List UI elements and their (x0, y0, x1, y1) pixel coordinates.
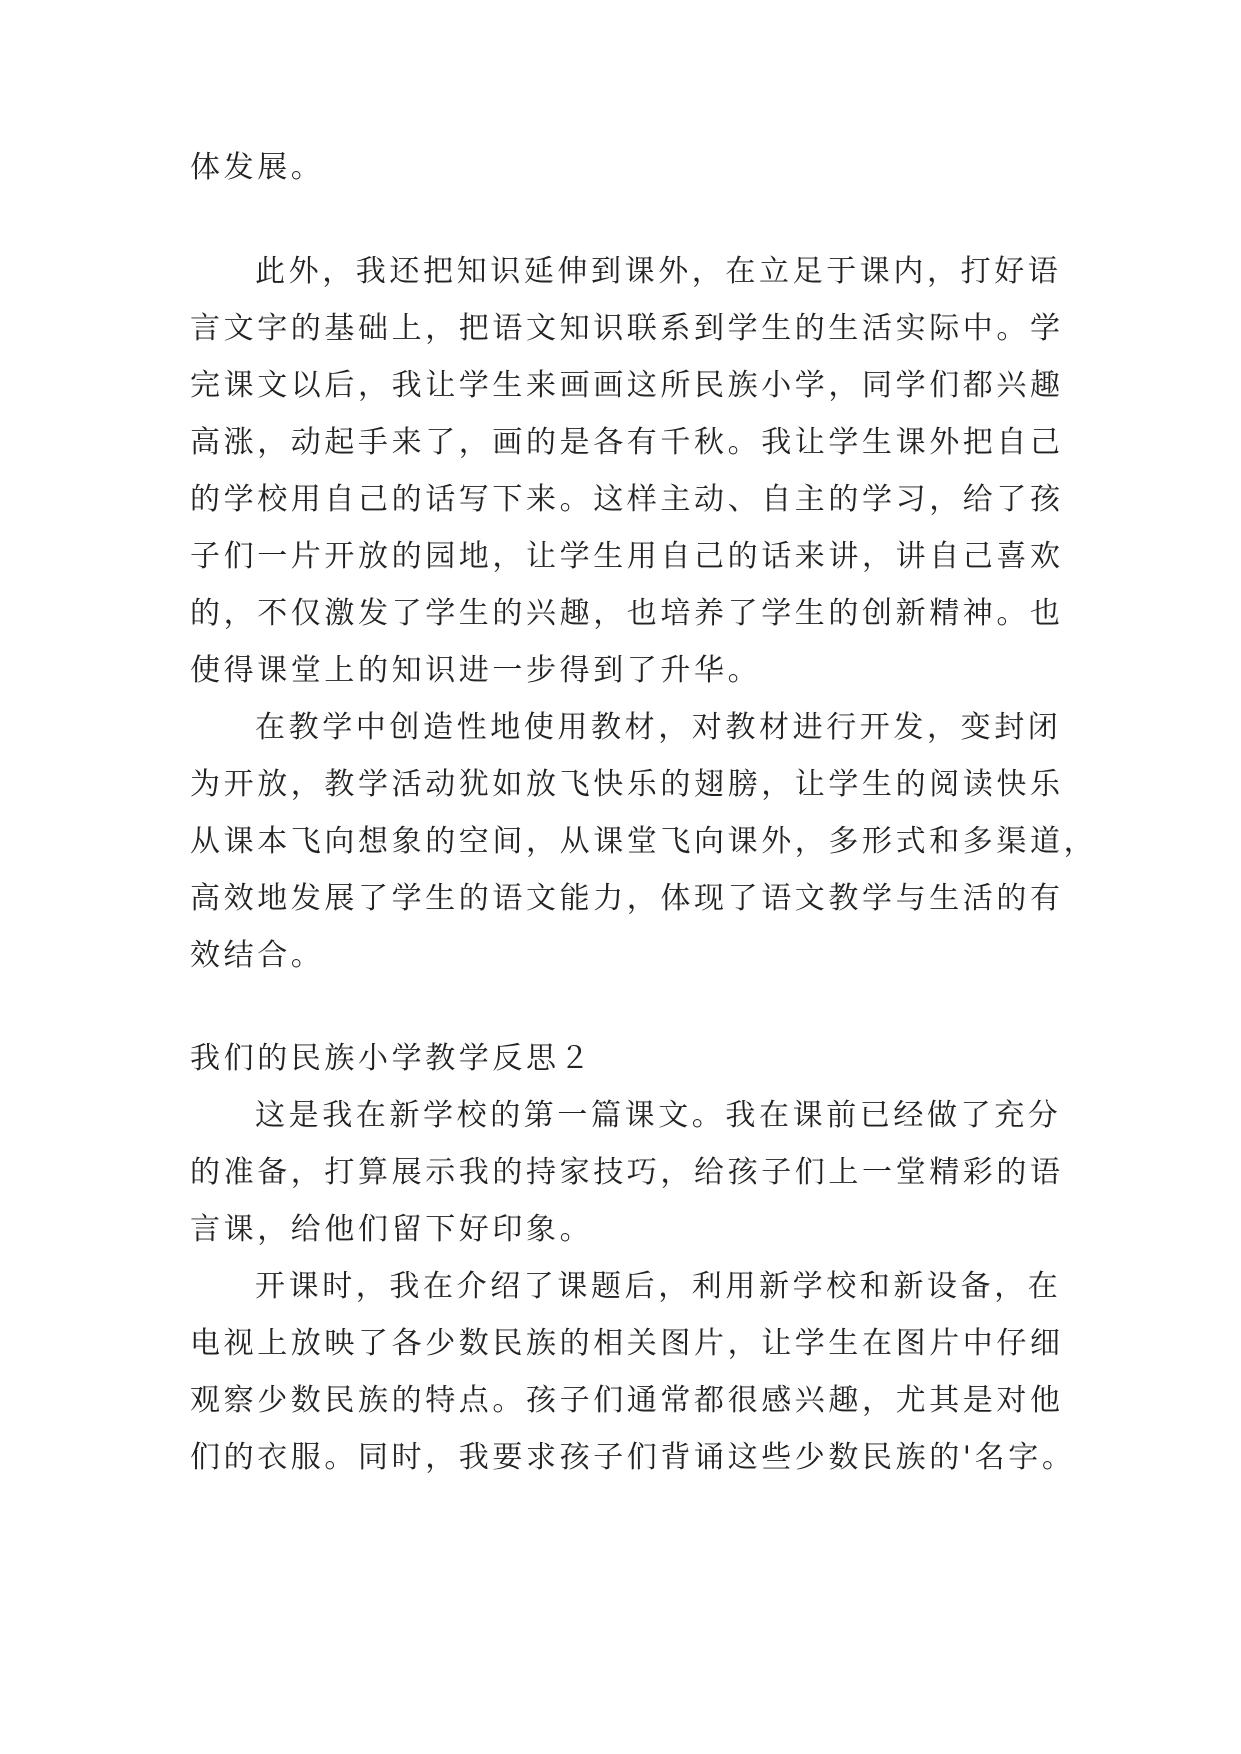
text-line: 高效地发展了学生的语文能力，体现了语文教学与生活的有 (190, 881, 1064, 916)
text-line: 们的衣服。同时，我要求孩子们背诵这些少数民族的'名字。 (190, 1440, 1076, 1475)
text-line: 的学校用自己的话写下来。这样主动、自主的学习，给了孩 (190, 482, 1064, 517)
text-line: 的，不仅激发了学生的兴趣，也培养了学生的创新精神。也 (190, 596, 1064, 631)
text-line: 言课，给他们留下好印象。 (190, 1212, 594, 1247)
text-line: 高涨，动起手来了，画的是各有千秋。我让学生课外把自己 (190, 425, 1064, 460)
text-line: 开课时，我在介绍了课题后，利用新学校和新设备，在 (255, 1269, 1062, 1304)
text-line: 言文字的基础上，把语文知识联系到学生的生活实际中。学 (190, 311, 1064, 346)
text-line: 的准备，打算展示我的持家技巧，给孩子们上一堂精彩的语 (190, 1155, 1064, 1190)
text-line: 此外，我还把知识延伸到课外，在立足于课内，打好语 (255, 254, 1062, 289)
section-heading: 我们的民族小学教学反思２ (190, 1041, 594, 1076)
text-line: 从课本飞向想象的空间，从课堂飞向课外，多形式和多渠道， (190, 824, 1098, 859)
text-line: 为开放，教学活动犹如放飞快乐的翅膀，让学生的阅读快乐 (190, 767, 1064, 802)
text-line: 电视上放映了各少数民族的相关图片，让学生在图片中仔细 (190, 1326, 1064, 1361)
text-line: 体发展。 (190, 150, 325, 185)
text-line: 效结合。 (190, 938, 325, 973)
text-line: 使得课堂上的知识进一步得到了升华。 (190, 653, 762, 688)
text-line: 完课文以后，我让学生来画画这所民族小学，同学们都兴趣 (190, 368, 1064, 403)
text-line: 这是我在新学校的第一篇课文。我在课前已经做了充分 (255, 1098, 1062, 1133)
text-line: 子们一片开放的园地，让学生用自己的话来讲，讲自己喜欢 (190, 539, 1064, 574)
text-line: 观察少数民族的特点。孩子们通常都很感兴趣，尤其是对他 (190, 1383, 1064, 1418)
text-line: 在教学中创造性地使用教材，对教材进行开发，变封闭 (255, 710, 1062, 745)
